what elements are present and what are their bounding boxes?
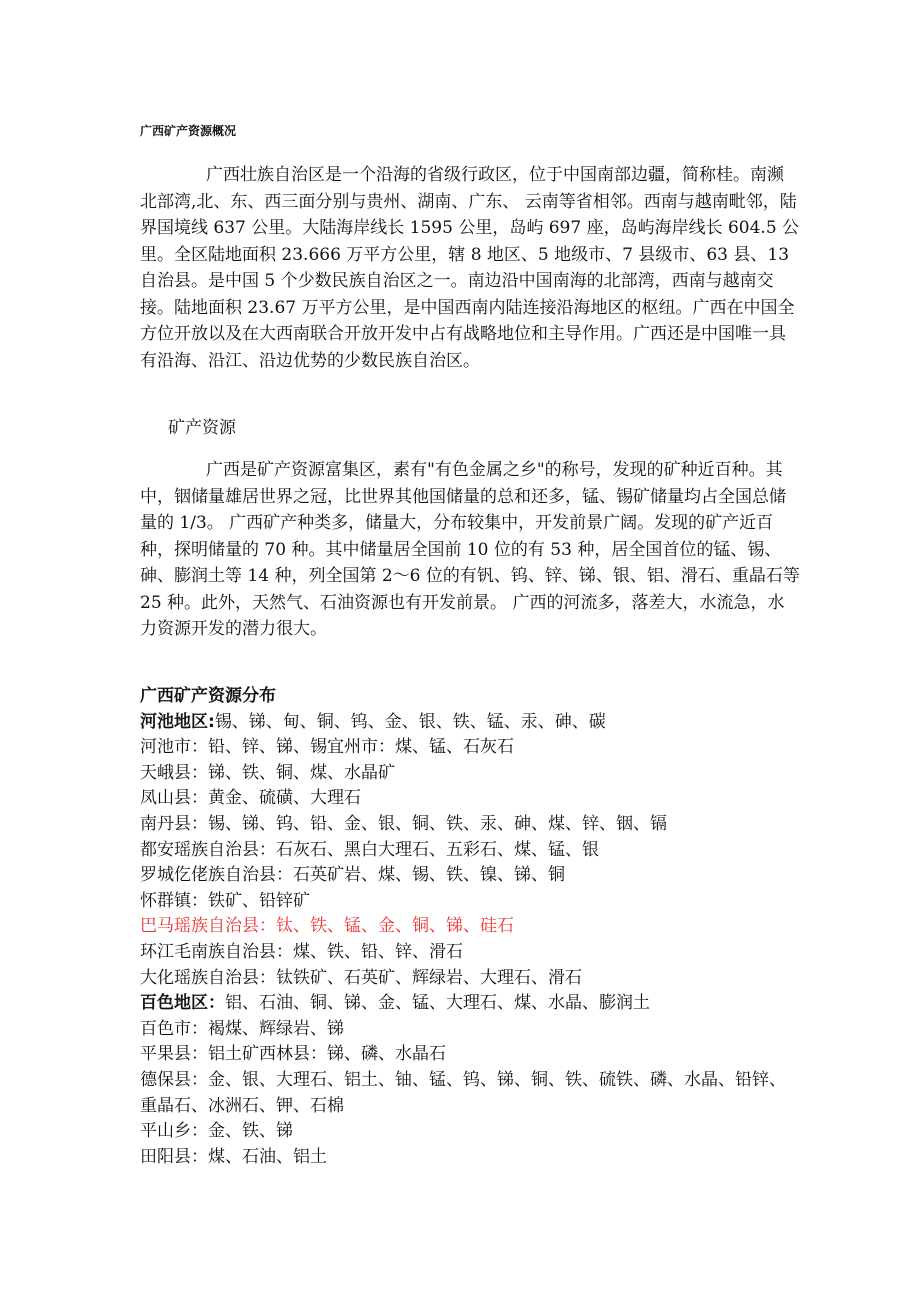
highlighted-list-item: 巴马瑶族自治县：钛、铁、锰、金、铜、锑、硅石 xyxy=(140,916,514,937)
baise-items: 铝、石油、铜、锑、金、锰、大理石、煤、水晶、膨润土 xyxy=(225,993,650,1014)
hechi-line xyxy=(140,710,800,736)
list-item: 怀群镇：铁矿、铅锌矿 xyxy=(140,890,310,911)
list-item: 河池市：铅、锌、锑、锡宜州市：煤、锰、石灰石 xyxy=(140,737,514,758)
list-item: 平山乡：金、铁、锑 xyxy=(140,1121,293,1142)
list-item: 百色市：褐煤、辉绿岩、锑 xyxy=(140,1018,344,1039)
list-item: 南丹县：锡、锑、钨、铅、金、银、铜、铁、汞、砷、煤、锌、铟、镉 xyxy=(140,813,667,834)
list-item: 天峨县：锑、铁、铜、煤、水晶矿 xyxy=(140,762,395,783)
list-item: 罗城仡佬族自治县：石英矿岩、煤、锡、铁、镍、锑、铜 xyxy=(140,865,565,886)
subheading-mineral-resources: 矿产资源 xyxy=(168,418,236,438)
document-heading: 广西矿产资源概况 xyxy=(140,124,237,138)
distribution-title: 广西矿产资源分布 xyxy=(140,686,276,706)
list-item: 环江毛南族自治县：煤、铁、铅、锌、滑石 xyxy=(140,941,463,962)
list-item: 凤山县：黄金、硫磺、大理石 xyxy=(140,788,361,809)
intro-text: 广西壮族自治区是一个沿海的省级行政区，位于中国南部边疆，简称桂。南濒北部湾,北、东、西三面分别与贵州、湖南、广东、 云南等省相邻。西南与越南毗邻，陆界国境线 637 公里。大陆海岸线长 1595 公里，岛屿 697 座，岛屿海岸线长 604.5 公里。全区陆地面积 23.666 万平方公里，辖 8 地区、5 地级市、7 县级市、63 县、13 自治县。是中国 5 个少数民族自治区之一。南边沿中国南海的北部湾，西南与越南交接。陆地面积 23.67 万平方公里，是中国西南内陆连接沿海地区的枢纽。广西在中国全方位开放以及在大西南联合开放开发中占有战略地位和主导作用。广西还是中国唯一具有沿海、沿江、沿边优势的少数民族自治区。 xyxy=(140,165,800,371)
baise-label: 百色地区： xyxy=(140,993,225,1014)
list-item: 都安瑶族自治县：石灰石、黑白大理石、五彩石、煤、锰、银 xyxy=(140,839,599,860)
resources-paragraph xyxy=(140,457,800,643)
list-item: 平果县：铝土矿西林县：锑、磷、水晶石 xyxy=(140,1044,446,1065)
hechi-items: 锡、锑、甸、铜、钨、金、银、铁、锰、汞、砷、碳 xyxy=(214,711,606,732)
list-item: 大化瑶族自治县：钛铁矿、石英矿、辉绿岩、大理石、滑石 xyxy=(140,967,582,988)
distribution-section xyxy=(140,684,800,1170)
list-item: 田阳县：煤、石油、铝土 xyxy=(140,1146,327,1167)
list-item: 德保县：金、银、大理石、铝土、铀、锰、钨、锑、铜、铁、硫铁、磷、水晶、铅锌、重晶石、冰洲石、钾、石棉 xyxy=(140,1069,786,1116)
hechi-label: 河池地区: xyxy=(140,711,215,732)
baise-line xyxy=(140,991,800,1017)
resources-text: 广西是矿产资源富集区，素有"有色金属之乡"的称号，发现的矿种近百种。其中，铟储量雄居世界之冠，比世界其他国储量的总和还多，锰、锡矿储量均占全国总储量的 1/3。 广西矿产种类多，储量大，分布较集中，开发前景广阔。发现的矿产近百种，探明储量的 70 种。其中储量居全国前 10 位的有 53 种，居全国首位的锰、锡、砷、膨润土等 14 种，列全国第 2～6 位的有钒、钨、锌、锑、银、铝、滑石、重晶石等 25 种。此外，天然气、石油资源也有开发前景。 广西的河流多，落差大，水流急，水力资源开发的潜力很大。 xyxy=(140,460,800,639)
intro-paragraph xyxy=(140,162,800,374)
